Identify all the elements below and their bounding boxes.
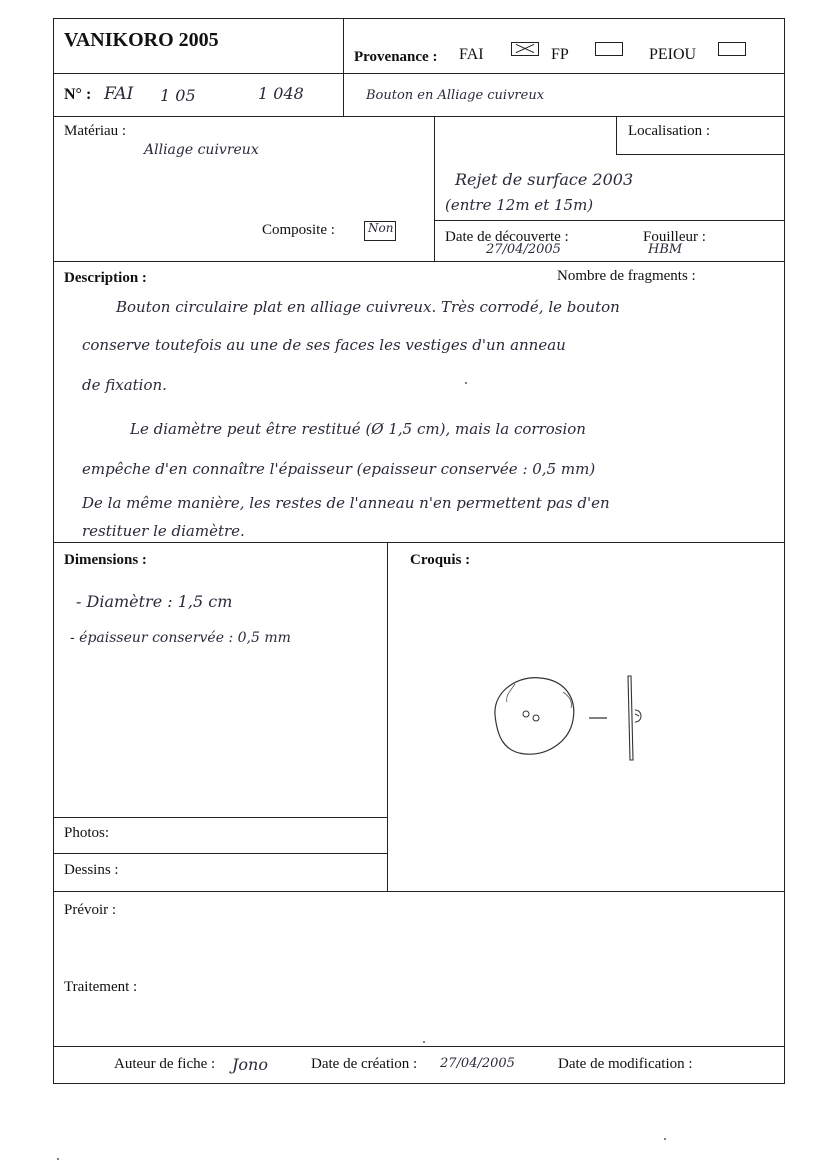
dimension-line: - Diamètre : 1,5 cm [76, 592, 233, 611]
button-sketch [485, 670, 655, 765]
form-border-right [784, 18, 785, 1084]
form-border-bottom [53, 1083, 784, 1084]
dimensions-label: Dimensions : [64, 552, 147, 568]
row-divider-1 [53, 73, 784, 74]
row-divider-3 [53, 261, 784, 262]
localisation-label-divider [616, 116, 617, 154]
composite-label: Composite : [262, 222, 335, 238]
croquis-label: Croquis : [410, 552, 471, 568]
numero-label: N° : [64, 86, 92, 103]
decouverte-top-line [434, 220, 784, 221]
sketch-profile [628, 676, 633, 760]
description-line: restituer le diamètre. [82, 522, 245, 540]
prevoir-label: Prévoir : [64, 902, 117, 918]
photos-label: Photos: [64, 825, 110, 841]
scan-speck [465, 382, 467, 384]
fragments-label: Nombre de fragments : [557, 268, 696, 284]
localisation-label-underline [616, 154, 784, 155]
provenance-label: Provenance : [354, 49, 438, 65]
provenance-fai-label: FAI [459, 46, 484, 63]
description-line: Le diamètre peut être restitué (Ø 1,5 cm), mais la corrosion [130, 420, 586, 438]
sketch-hole [523, 711, 529, 717]
description-line: Bouton circulaire plat en alliage cuivreux. Très corrodé, le bouton [116, 298, 620, 316]
description-line: De la même manière, les restes de l'anneau n'en permettent pas d'en [82, 494, 610, 512]
creation-label: Date de création : [311, 1056, 418, 1072]
fouilleur-label: Fouilleur : [643, 229, 706, 245]
object-name: Bouton en Alliage cuivreux [366, 88, 545, 103]
form-title: VANIKORO 2005 [64, 29, 219, 51]
provenance-fp-checkbox[interactable] [595, 42, 623, 56]
auteur-label: Auteur de fiche : [114, 1056, 216, 1072]
materiau-divider [434, 116, 435, 261]
photos-top-line [53, 817, 387, 818]
scan-speck [57, 1158, 59, 1160]
numero-part-3: 1 048 [258, 84, 304, 103]
numero-part-1: FAI [104, 84, 134, 104]
materiau-label: Matériau : [64, 123, 127, 139]
composite-value: Non [368, 221, 394, 235]
form-border-left [53, 18, 54, 1084]
description-line: conserve toutefois au une de ses faces les vestiges d'un anneau [82, 336, 566, 354]
provenance-fp-label: FP [551, 46, 569, 63]
description-line: empêche d'en connaître l'épaisseur (epaisseur conservée : 0,5 mm) [82, 460, 596, 478]
row-divider-2 [53, 116, 784, 117]
localisation-value-1: Rejet de surface 2003 [455, 170, 634, 189]
scan-speck [664, 1138, 666, 1140]
traitement-label: Traitement : [64, 979, 138, 995]
sketch-profile-ring [635, 710, 641, 722]
provenance-fai-checkbox[interactable] [511, 42, 539, 56]
sketch-corrosion-edge [507, 684, 572, 708]
decouverte-label: Date de découverte : [445, 229, 569, 245]
provenance-peiou-label: PEIOU [649, 46, 697, 63]
dessins-top-line [53, 853, 387, 854]
description-label: Description : [64, 270, 147, 286]
header-divider [343, 18, 344, 116]
dessins-label: Dessins : [64, 862, 119, 878]
auteur-value: Jono [232, 1055, 268, 1074]
decouverte-value: 27/04/2005 [486, 242, 561, 257]
localisation-value-2: (entre 12m et 15m) [445, 196, 594, 214]
localisation-label: Localisation : [628, 123, 711, 139]
numero-part-2: 1 05 [160, 86, 196, 105]
footer-top-line [53, 1046, 784, 1047]
modification-label: Date de modification : [558, 1056, 693, 1072]
materiau-value: Alliage cuivreux [144, 142, 259, 158]
scan-speck [423, 1041, 425, 1043]
description-line: de fixation. [82, 376, 167, 394]
provenance-peiou-checkbox[interactable] [718, 42, 746, 56]
sketch-hole [533, 715, 539, 721]
form-border-top [53, 18, 784, 19]
croquis-divider [387, 542, 388, 891]
row-divider-5 [53, 891, 784, 892]
dimension-line: - épaisseur conservée : 0,5 mm [70, 630, 291, 646]
creation-value: 27/04/2005 [440, 1056, 515, 1071]
fouilleur-value: HBM [648, 242, 683, 257]
row-divider-4 [53, 542, 784, 543]
